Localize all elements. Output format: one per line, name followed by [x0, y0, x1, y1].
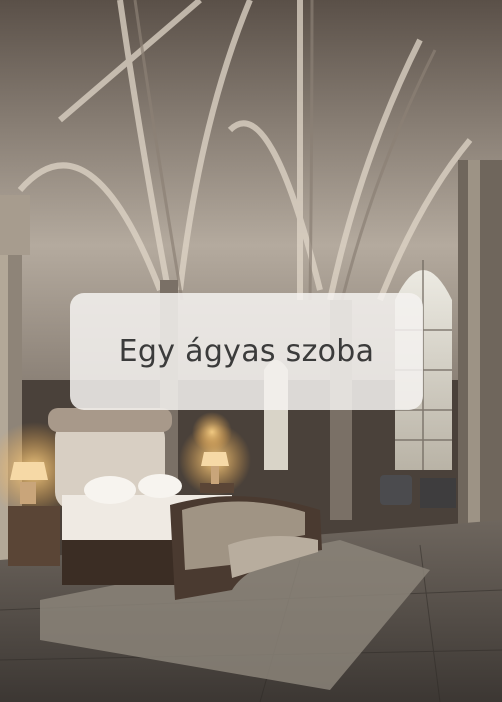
- room-title-overlay: [70, 293, 423, 410]
- room-title: Egy ágyas szoba: [118, 334, 375, 369]
